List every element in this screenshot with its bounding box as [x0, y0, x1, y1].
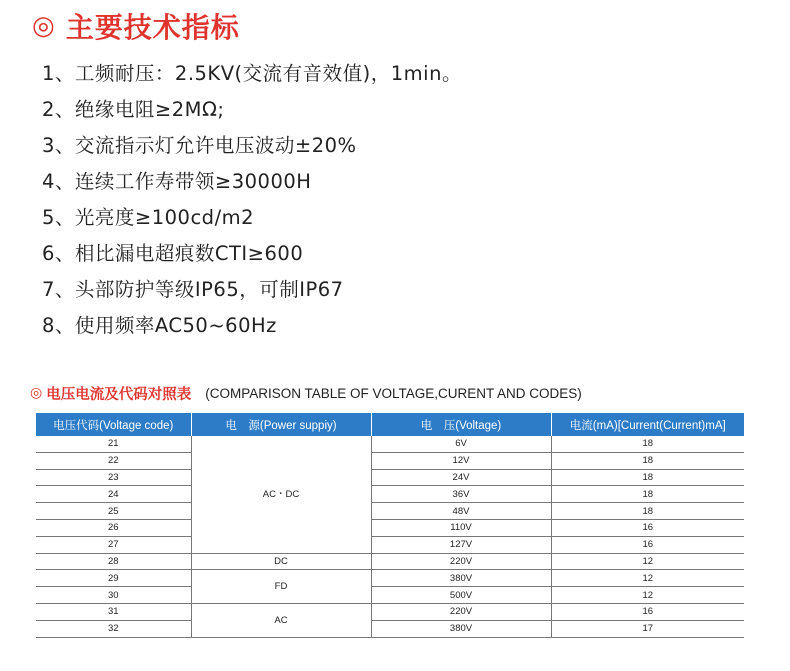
power-cell: AC・DC: [191, 436, 371, 553]
code-cell: 31: [36, 603, 191, 620]
table-row: [36, 570, 744, 587]
current-cell: 16: [551, 519, 744, 536]
spec-item: 2、绝缘电阻≥2MΩ;: [42, 98, 225, 121]
table-row: [36, 452, 744, 469]
voltage-cell: 380V: [371, 570, 551, 587]
code-cell: 32: [36, 620, 191, 637]
table-caption: [30, 381, 582, 405]
code-cell: 21: [36, 436, 191, 452]
code-cell: 27: [36, 536, 191, 553]
spec-item: 8、使用频率AC50~60Hz: [42, 314, 277, 337]
header-voltage: 电 压(Voltage): [371, 413, 551, 436]
current-cell: 12: [551, 570, 744, 587]
bullseye-icon: ◎: [30, 385, 43, 401]
table-row: [36, 587, 744, 604]
code-cell: 26: [36, 519, 191, 536]
section-title: [32, 4, 240, 48]
voltage-cell: 380V: [371, 620, 551, 637]
table-caption-en: (COMPARISON TABLE OF VOLTAGE,CURENT AND CODES): [205, 385, 582, 401]
current-cell: 18: [551, 503, 744, 520]
table-row: [36, 436, 744, 452]
code-cell: 28: [36, 553, 191, 570]
table-row: [36, 519, 744, 536]
spec-item: 5、光亮度≥100cd/m2: [42, 206, 255, 229]
code-cell: 25: [36, 503, 191, 520]
current-cell: 18: [551, 469, 744, 486]
current-cell: 17: [551, 620, 744, 637]
current-cell: 16: [551, 536, 744, 553]
current-cell: 12: [551, 553, 744, 570]
code-cell: 29: [36, 570, 191, 587]
current-cell: 12: [551, 587, 744, 604]
spec-item: 7、头部防护等级IP65，可制IP67: [42, 278, 344, 301]
table-row: [36, 536, 744, 553]
code-cell: 30: [36, 587, 191, 604]
spec-item: 1、工频耐压：2.5KV(交流有音效值)，1min。: [42, 62, 462, 85]
spec-list: [42, 56, 462, 344]
current-cell: 18: [551, 436, 744, 452]
current-cell: 18: [551, 486, 744, 503]
code-cell: 24: [36, 486, 191, 503]
spec-item: 6、相比漏电超痕数CTI≥600: [42, 242, 304, 265]
voltage-cell: 220V: [371, 553, 551, 570]
section-title-text: 主要技术指标: [65, 11, 240, 44]
voltage-cell: 220V: [371, 603, 551, 620]
power-cell: AC: [191, 603, 371, 637]
table-row: [36, 486, 744, 503]
comparison-table: [36, 413, 744, 638]
current-cell: 18: [551, 452, 744, 469]
voltage-cell: 12V: [371, 452, 551, 469]
table-header-row: [36, 413, 744, 436]
spec-item: 4、连续工作寿带领≥30000H: [42, 170, 312, 193]
voltage-cell: 127V: [371, 536, 551, 553]
voltage-cell: 110V: [371, 519, 551, 536]
code-cell: 22: [36, 452, 191, 469]
voltage-cell: 24V: [371, 469, 551, 486]
spec-item: 3、交流指示灯允许电压波动±20%: [42, 134, 357, 157]
voltage-cell: 48V: [371, 503, 551, 520]
table-caption-zh: 电压电流及代码对照表: [46, 386, 192, 403]
power-cell: DC: [191, 553, 371, 570]
table-row: [36, 503, 744, 520]
voltage-cell: 6V: [371, 436, 551, 452]
code-cell: 23: [36, 469, 191, 486]
table-row: [36, 553, 744, 570]
voltage-cell: 500V: [371, 587, 551, 604]
table-row: [36, 620, 744, 637]
table-row: [36, 469, 744, 486]
table-row: [36, 603, 744, 620]
power-cell: FD: [191, 570, 371, 604]
voltage-cell: 36V: [371, 486, 551, 503]
header-current: 电流(mA)[Current(Current)mA]: [551, 413, 744, 436]
header-power-supply: 电 源(Power suppiy): [191, 413, 371, 436]
current-cell: 16: [551, 603, 744, 620]
bullseye-icon: ◎: [32, 11, 56, 41]
header-voltage-code: 电压代码(Voltage code): [36, 413, 191, 436]
